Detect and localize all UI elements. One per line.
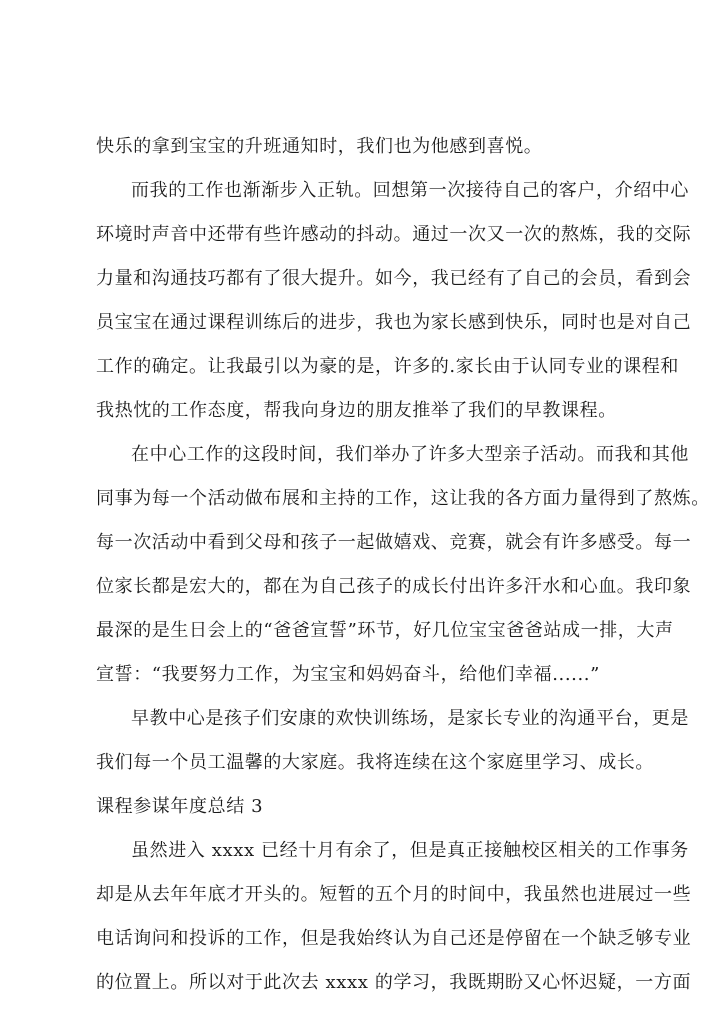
text-line: 我热忱的工作态度，帮我向身边的朋友推举了我们的早教课程。 bbox=[96, 400, 617, 421]
paragraph-first-line: 而我的工作也渐渐步入正轨。回想第一次接待自己的客户，介绍中心 bbox=[131, 180, 689, 201]
text-line: 员宝宝在通过课程训练后的进步，我也为家长感到快乐，同时也是对自己 bbox=[96, 312, 692, 333]
text-line: 力量和沟通技巧都有了很大提升。如今，我已经有了自己的会员，看到会 bbox=[96, 268, 692, 289]
paragraph-first-line: 早教中心是孩子们安康的欢快训练场，是家长专业的沟通平台，更是 bbox=[131, 708, 689, 729]
text-line: 快乐的拿到宝宝的升班通知时，我们也为他感到喜悦。 bbox=[96, 136, 543, 157]
text-line: 宣誓：“我要努力工作，为宝宝和妈妈奋斗，给他们幸福......” bbox=[96, 664, 600, 685]
text-line: 却是从去年年底才开头的。短暂的五个月的时间中，我虽然也进展过一些 bbox=[96, 884, 692, 905]
text-line: 的位置上。所以对于此次去 xxxx 的学习，我既期盼又心怀迟疑，一方面 bbox=[96, 972, 692, 993]
text-line: 每一次活动中看到父母和孩子一起做嬉戏、竞赛，就会有许多感受。每一 bbox=[96, 532, 692, 553]
text-line: 工作的确定。让我最引以为豪的是，许多的.家长由于认同专业的课程和 bbox=[96, 356, 679, 377]
text-line: 我们每一个员工温馨的大家庭。我将连续在这个家庭里学习、成长。 bbox=[96, 752, 654, 773]
section-heading: 课程参谋年度总结 3 bbox=[96, 796, 264, 817]
text-line: 最深的是生日会上的“爸爸宣誓”环节，好几位宝宝爸爸站成一排，大声 bbox=[96, 620, 674, 641]
paragraph-first-line: 在中心工作的这段时间，我们举办了许多大型亲子活动。而我和其他 bbox=[131, 444, 689, 465]
paragraph-first-line: 虽然进入 xxxx 已经十月有余了，但是真正接触校区相关的工作事务 bbox=[131, 840, 689, 861]
text-line: 位家长都是宏大的，都在为自己孩子的成长付出许多汗水和心血。我印象 bbox=[96, 576, 692, 597]
text-line: 电话询问和投诉的工作，但是我始终认为自己还是停留在一个缺乏够专业 bbox=[96, 928, 692, 949]
text-line: 同事为每一个活动做布展和主持的工作，这让我的各方面力量得到了熬炼。 bbox=[96, 488, 710, 509]
text-line: 环境时声音中还带有些许感动的抖动。通过一次又一次的熬炼，我的交际 bbox=[96, 224, 692, 245]
